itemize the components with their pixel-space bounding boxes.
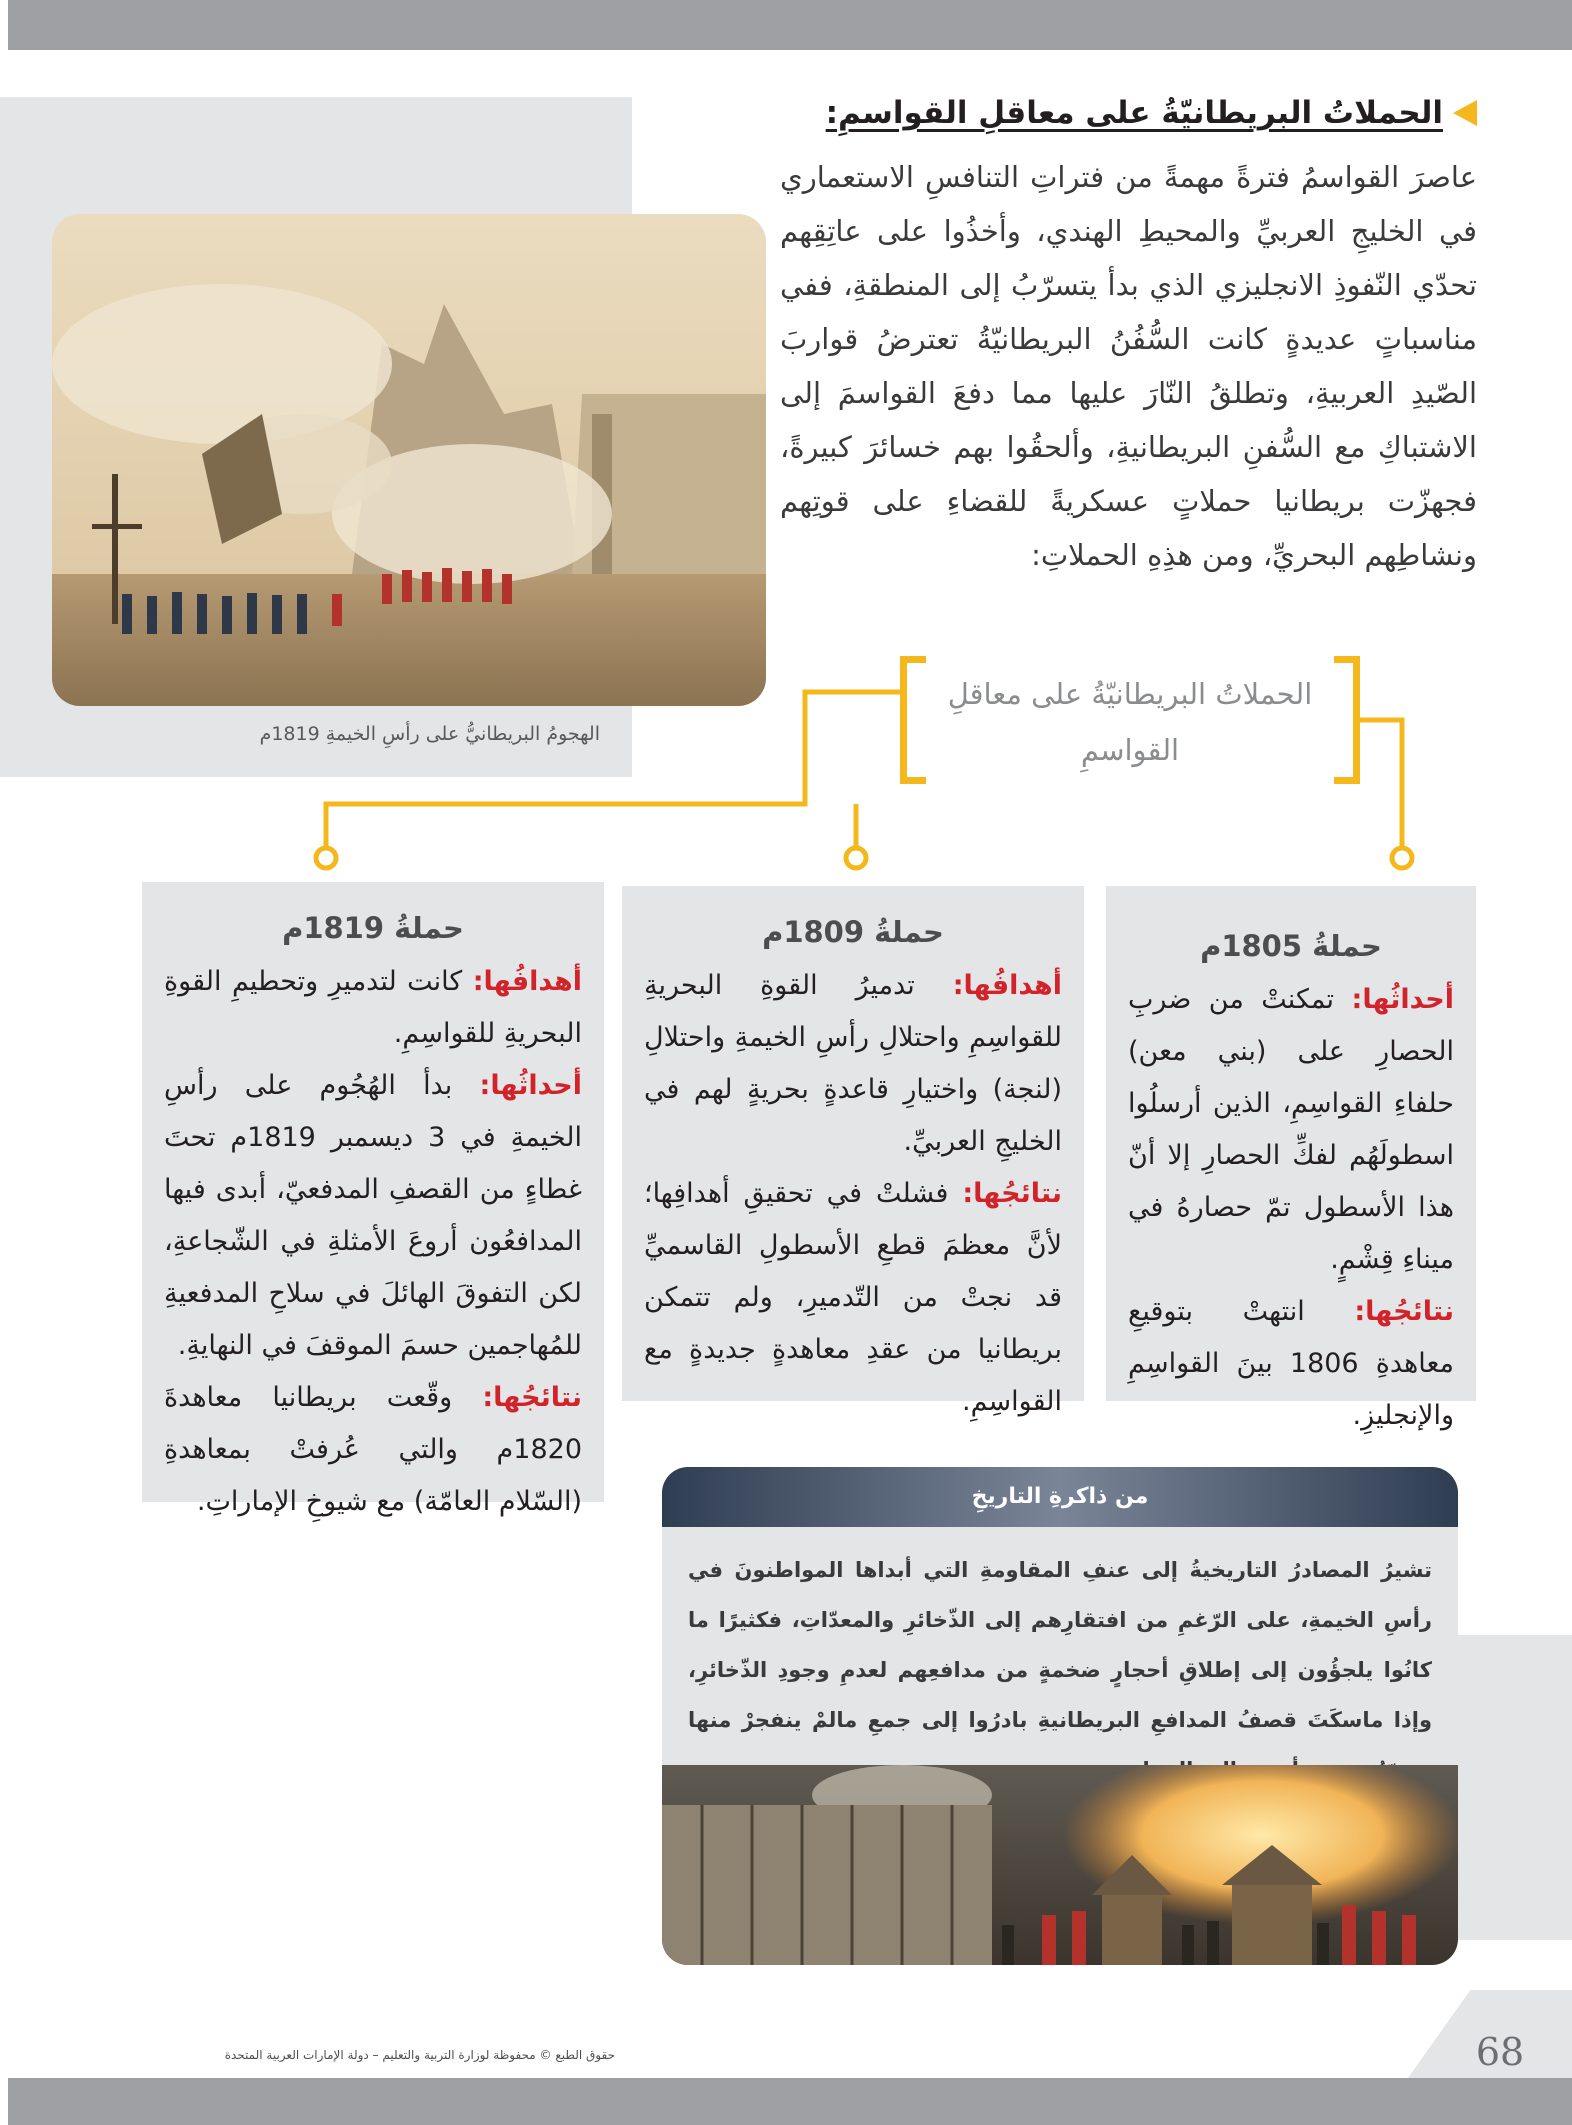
battle-scene-image <box>662 1765 1458 1965</box>
copyright-notice: حقوق الطبع © محفوظة لوزارة التربية والتعليم – دولة الإمارات العربية المتحدة <box>224 2048 615 2062</box>
footer-bar <box>8 2078 1572 2125</box>
left-bracket <box>900 656 926 784</box>
history-memory-box <box>662 1467 1458 1965</box>
section-label: أحداثُها: <box>1351 984 1454 1015</box>
campaign-card-1805 <box>1106 886 1476 1431</box>
section-text: وقّعت بريطانيا معاهدةَ 1820م والتي عُرفتْ بمعاهدةِ (السّلام العامّة) مع شيوخِ الإماراتِ. <box>164 1382 582 1517</box>
campaign-section <box>164 1060 582 1372</box>
memory-box-text: تشيرُ المصادرُ التاريخيةُ إلى عنفِ المقاومةِ التي أبداها المواطنونَ في رأسِ الخيمةِ، على الرّغمِ من افتقارِهم إلى الذّخائرِ والمعدّاتِ، فكثيرًا ما كانُوا يلجؤُون إلى إطلاقِ أحجارٍ ضخمةٍ من مدافعِهم لعدمِ وجودِ الذّخائرِ، وإذا ماسكَتَ قصفُ المدافعِ البريطانيةِ بادرُوا إلى جمعِ مالمْ ينفجرْ منها <box>688 1558 1432 1732</box>
section-label: نتائجُها: <box>482 1382 582 1413</box>
connector-node-1809 <box>846 848 866 868</box>
header-bar <box>8 0 1572 50</box>
triangle-bullet-icon <box>1453 100 1477 126</box>
photo-caption: الهجومُ البريطانيُّ على رأسِ الخيمةِ 1819م <box>259 723 600 745</box>
campaign-section <box>1128 1286 1454 1442</box>
campaign-title: حملةُ 1805م <box>1200 929 1382 963</box>
campaign-section <box>164 956 582 1060</box>
historical-painting-image <box>52 214 766 706</box>
section-text: تمكنتْ من ضربِ الحصارِ على (بني معن) حلفاءِ القواسِمِ، الذين أرسلُوا اسطولَهُم لفكِّ الحصارِ إلا أنّ هذا الأسطول تمّ حصارهُ في ميناءِ قِشْمٍ. <box>1128 984 1454 1275</box>
section-label: نتائجُها: <box>1354 1296 1454 1327</box>
right-bracket <box>1334 656 1360 784</box>
campaign-title: حملةُ 1819م <box>282 911 464 945</box>
section-heading <box>826 95 1477 131</box>
campaigns-label: الحملاتُ البريطانيّةُ على معاقلِ القواسمِ <box>947 677 1313 767</box>
section-text: بدأ الهُجُوم على رأسِ الخيمةِ في 3 ديسمبر 1819م تحتَ غطاءٍ من القصفِ المدفعيّ، أبدى فيها المدافعُون أروعَ الأمثلةِ في الشّجاعةِ، لكن التفوقَ الهائلَ في سلاحِ المدفعيةِ للمُهاجمين حسمَ الموقفَ في النهايةِ. <box>164 1070 582 1361</box>
campaign-section <box>1128 974 1454 1286</box>
section-text: انتهتْ بتوقيعِ معاهدةِ 1806 بينَ القواسِمِ والإنجليزِ. <box>1128 1296 1454 1431</box>
memory-box-title: من ذاكرةِ التاريخِ <box>662 1467 1458 1527</box>
campaigns-label-frame <box>900 656 1360 784</box>
section-label: أهدافُها: <box>472 966 582 997</box>
campaign-card-1809 <box>622 886 1084 1417</box>
connector-node-1819 <box>316 848 336 868</box>
intro-paragraph: عاصرَ القواسمُ فترةً مهمةً من فتراتِ التنافسِ الاستعماري في الخليجِ العربيِّ والمحيطِ الهندي، وأخذُوا على عاتِقِهم تحدّي النّفوذِ الانجليزي الذي بدأ يتسرّبُ إلى المنطقةِ، ففي مناسباتٍ عديدةٍ كانت السُّفُنُ البريطانيّةُ تعترضُ قواربَ الصّيدِ العربيةِ، وتطلقُ النّارَ عليها مما دفعَ القواسمَ إلى الاشتباكِ مع السُّفنِ البريطانيةِ، وألحقُوا بهم خسائرَ كبيرةً، فجهزّت بريطانيا حملاتٍ عسكريةً للقضاءِ على قوتِهم ونشاطِهم البحريِّ، ومن هذِهِ الحملاتِ: <box>780 160 1477 572</box>
section-title: الحملاتُ البريطانيّةُ على معاقلِ القواسمِ: <box>825 95 1443 131</box>
campaign-section <box>644 960 1062 1168</box>
section-label: نتائجُها: <box>962 1178 1062 1209</box>
campaign-title: حملةُ 1809م <box>762 915 944 949</box>
page-number: 68 <box>1475 2030 1525 2074</box>
section-text: تدميرُ القوةِ البحريةِ للقواسِمِ واحتلالِ رأسِ الخيمةِ واحتلالِ (لنجة) واختيارِ قاعدةٍ بحريةٍ لهم في الخليجِ العربيِّ. <box>644 970 1062 1157</box>
campaign-card-1819 <box>142 882 604 1517</box>
campaign-section <box>644 1168 1062 1428</box>
section-label: أهدافُها: <box>952 970 1062 1001</box>
section-text: فشلتْ في تحقيقِ أهدافِها؛ لأنَّ معظمَ قطعِ الأسطولِ القاسميِّ قد نجتْ من التّدميرِ، ولم تتمكن بريطانيا من عقدِ معاهدةٍ جديدةٍ مع القواسِمِ. <box>644 1178 1062 1417</box>
section-label: أحداثُها: <box>479 1070 582 1101</box>
campaign-section <box>164 1372 582 1528</box>
section-text: كانت لتدميرِ وتحطيمِ القوةِ البحريةِ للقواسِمِ. <box>164 966 582 1049</box>
connector-node-1805 <box>1392 848 1412 868</box>
